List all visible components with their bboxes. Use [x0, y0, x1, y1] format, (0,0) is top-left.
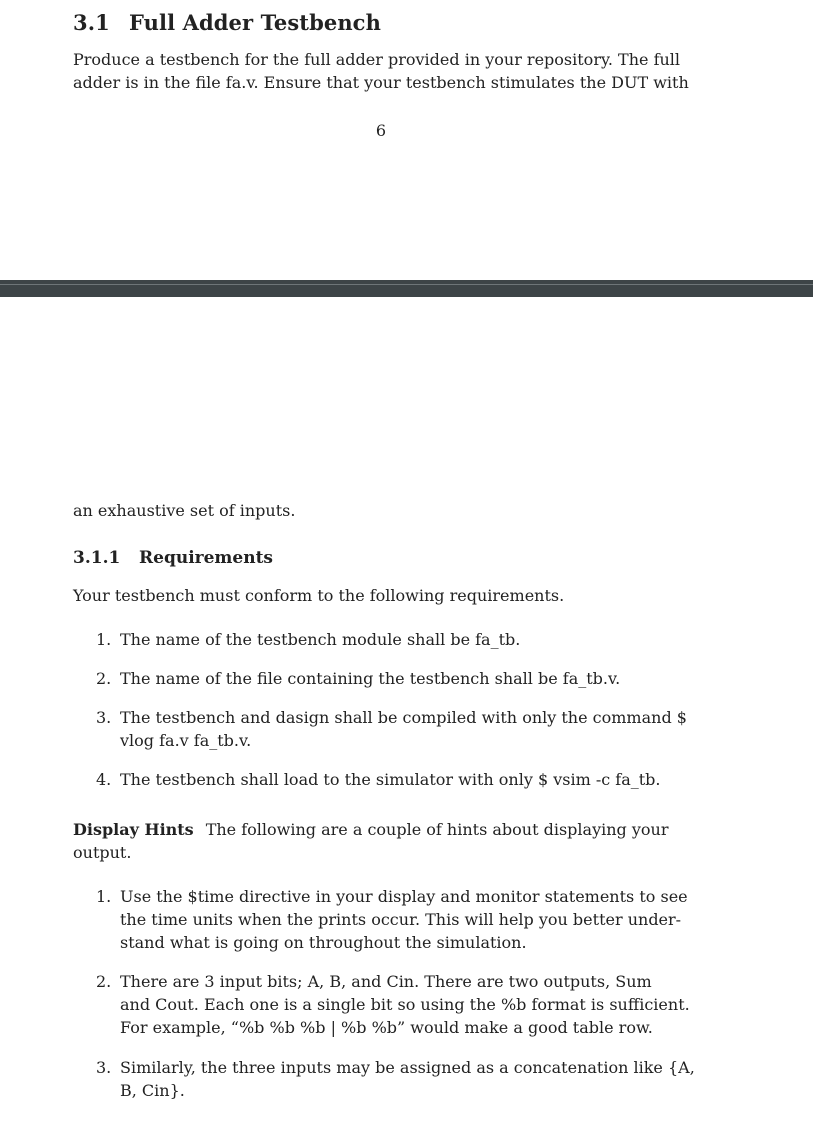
list-item-line: The name of the testbench module shall be fa_tb. [120, 630, 521, 649]
list-item-line: The name of the file containing the testbench shall be fa_tb.v. [120, 669, 621, 688]
list-item-number: 3. [96, 708, 112, 727]
list-item-number: 2. [96, 972, 112, 991]
list-item-number: 4. [96, 770, 112, 789]
page-separator-highlight [0, 284, 813, 285]
list-item-line: The testbench shall load to the simulator with only $ vsim -c fa_tb. [120, 770, 661, 789]
display-hints-paragraph [73, 818, 698, 864]
list-item-number: 3. [96, 1058, 112, 1077]
list-item-line: The testbench and dasign shall be compiled with only the command $ [120, 708, 687, 727]
section-title [73, 10, 381, 35]
list-item-line: For example, “%b %b %b | %b %b” would make a good table row. [120, 1018, 653, 1037]
intro-line-1: Produce a testbench for the full adder provided in your repository. The full [73, 50, 681, 69]
list-item-number: 1. [96, 630, 112, 649]
list-item-number: 1. [96, 887, 112, 906]
list-item-line: Similarly, the three inputs may be assigned as a concatenation like {A, [120, 1058, 695, 1077]
display-hints-lead-line-2: output. [73, 843, 132, 862]
list-item-number: 2. [96, 669, 112, 688]
page-number: 6 [375, 121, 387, 140]
page-separator [0, 280, 813, 297]
intro-paragraph [73, 48, 698, 94]
display-hints-heading: Display Hints [73, 820, 194, 839]
list-item-line: stand what is going on throughout the simulation. [120, 933, 527, 952]
intro-line-2: adder is in the file fa.v. Ensure that your testbench stimulates the DUT with [73, 73, 689, 92]
list-item-line: the time units when the prints occur. This will help you better under- [120, 910, 682, 929]
requirements-lead: Your testbench must conform to the following requirements. [73, 586, 565, 605]
section-title-text: Full Adder Testbench [129, 10, 381, 35]
requirements-title: Requirements [139, 548, 274, 568]
requirements-heading [73, 548, 273, 568]
list-item-line: B, Cin}. [120, 1081, 185, 1100]
display-hints-lead-line-1: The following are a couple of hints about displaying your [205, 820, 669, 839]
list-item-line: vlog fa.v fa_tb.v. [120, 731, 252, 750]
list-item-line: There are 3 input bits; A, B, and Cin. There are two outputs, Sum [120, 972, 652, 991]
section-number: 3.1 [73, 10, 110, 35]
list-item-line: Use the $time directive in your display and monitor statements to see [120, 887, 688, 906]
intro-continued: an exhaustive set of inputs. [73, 501, 296, 520]
pdf-page-bottom [0, 297, 813, 1127]
requirements-number: 3.1.1 [73, 548, 121, 568]
list-item-line: and Cout. Each one is a single bit so using the %b format is sufficient. [120, 995, 690, 1014]
pdf-page-top [0, 0, 813, 280]
